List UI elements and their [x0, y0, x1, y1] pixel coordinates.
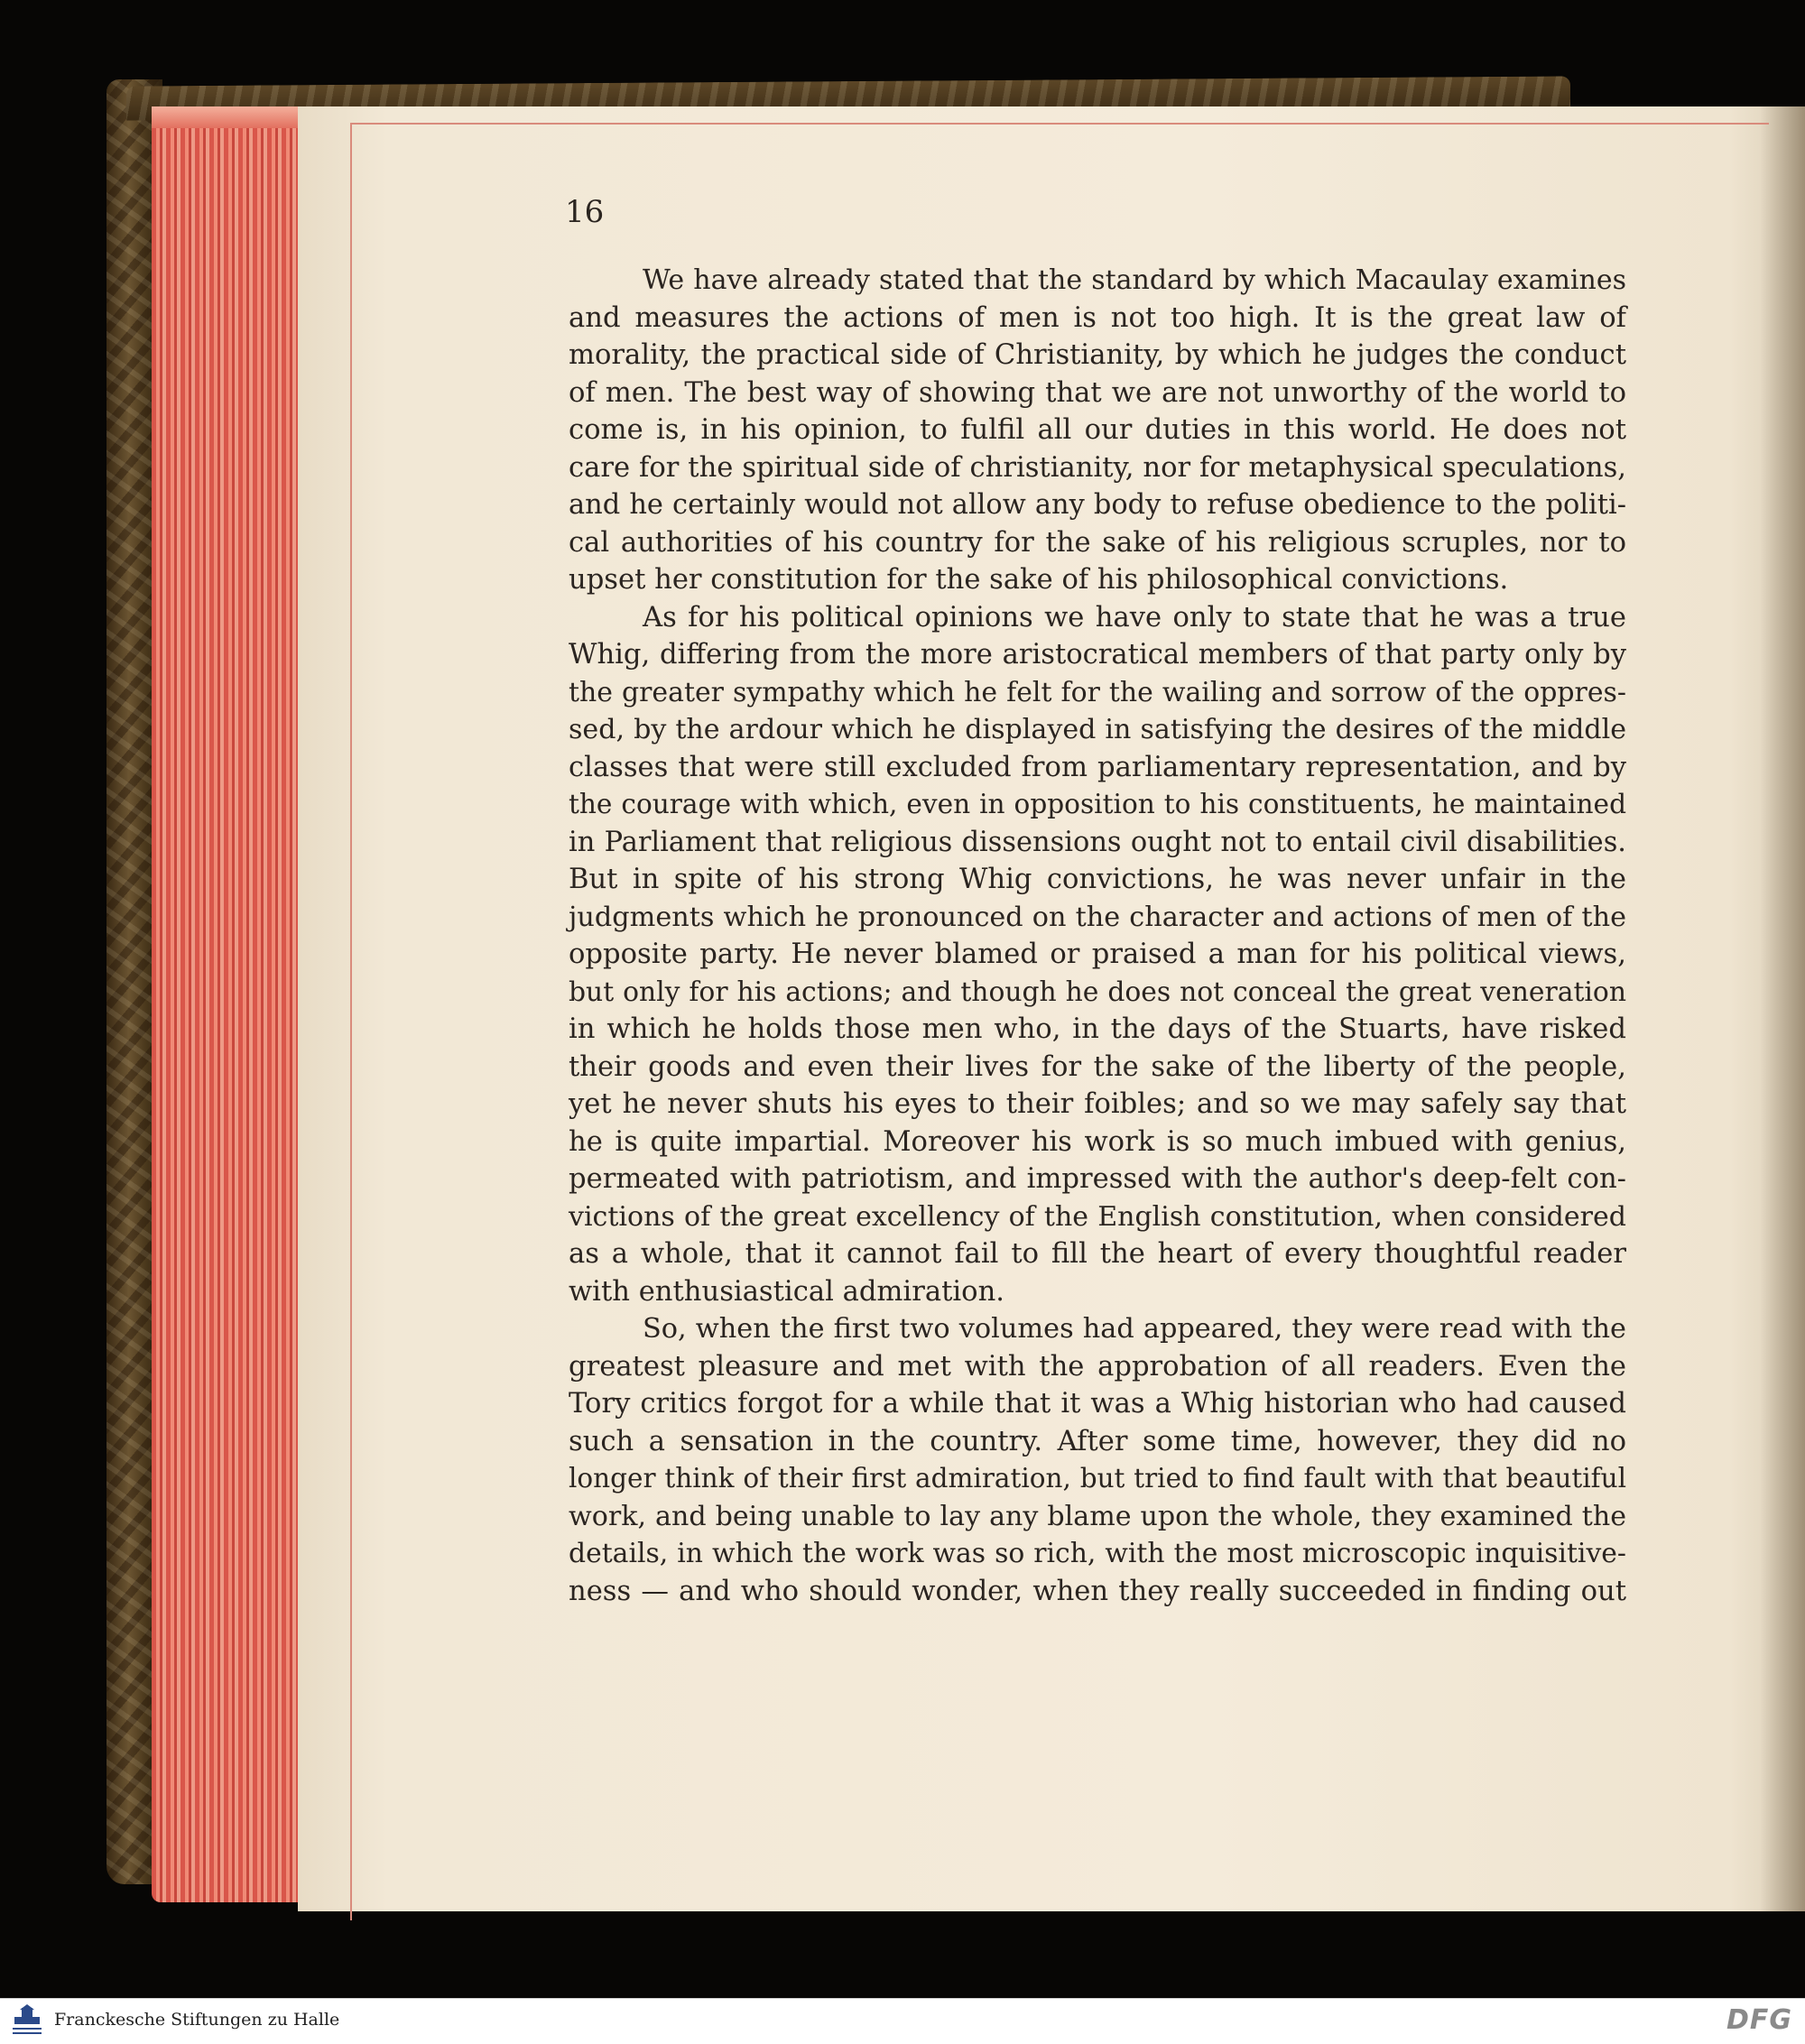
- page-number: 16: [565, 194, 605, 230]
- text-line: care for the spiritual side of christianity, nor for metaphysical speculations,: [569, 451, 1626, 484]
- text-line: opposite party. He never blamed or praised a man for his political views,: [569, 939, 1626, 970]
- text-line: details, in which the work was so rich, with the most microscopic inquisitive-: [569, 1538, 1626, 1569]
- text-line: the courage with which, even in opposition to his constituents, he maintained: [569, 789, 1626, 819]
- text-line: cal authorities of his country for the sake of his religious scruples, nor to: [569, 526, 1626, 559]
- text-line: victions of the great excellency of the English constitution, when considered: [569, 1200, 1626, 1233]
- footer-institution-label: Franckesche Stiftungen zu Halle: [54, 2010, 340, 2030]
- text-line: and measures the actions of men is not too high. It is the great law of: [569, 301, 1626, 334]
- text-line: work, and being unable to lay any blame upon the whole, they examined the: [569, 1500, 1626, 1532]
- text-line: with enthusiastical admiration.: [569, 1275, 1005, 1308]
- text-line: Whig, differing from the more aristocratical members of that party only by: [569, 639, 1626, 671]
- text-line: upset her constitution for the sake of his philosophical convictions.: [569, 564, 1509, 596]
- text-line: permeated with patriotism, and impressed with the author's deep-felt con-: [569, 1163, 1626, 1195]
- text-line: in Parliament that religious dissensions ought not to entail civil disabilities.: [569, 826, 1626, 858]
- text-line: sed, by the ardour which he displayed in satisfying the desires of the middle: [569, 714, 1626, 745]
- text-line: longer think of their first admiration, but tried to find fault with that beautiful: [569, 1463, 1626, 1494]
- red-page-edges: [152, 106, 305, 1902]
- text-line: come is, in his opinion, to fulfil all our duties in this world. He does not: [569, 414, 1626, 446]
- text-line: and he certainly would not allow any body to refuse obedience to the politi-: [569, 489, 1626, 521]
- text-line: As for his political opinions we have only to state that he was a true: [643, 601, 1626, 634]
- body-text: [569, 262, 1626, 1610]
- text-line: as a whole, that it cannot fail to fill the heart of every thoughtful reader: [569, 1238, 1626, 1270]
- page-gutter-shadow: [1760, 106, 1805, 1911]
- franckesche-stiftungen-logo-icon: [9, 2004, 45, 2039]
- text-line: But in spite of his strong Whig convictions, he was never unfair in the: [569, 864, 1626, 895]
- text-line: but only for his actions; and though he does not conceal the great veneration: [569, 976, 1626, 1008]
- viewer-footer: [0, 1998, 1805, 2044]
- text-line: ness — and who should wonder, when they really succeeded in finding out: [569, 1575, 1626, 1607]
- text-line: of men. The best way of showing that we are not unworthy of the world to: [569, 376, 1626, 409]
- text-line: Tory critics forgot for a while that it was a Whig historian who had caused: [569, 1388, 1626, 1420]
- text-line: classes that were still excluded from parliamentary representation, and by: [569, 751, 1626, 783]
- text-line: We have already stated that the standard by which Macaulay examines: [643, 264, 1626, 296]
- text-line: judgments which he pronounced on the character and actions of men of the: [569, 901, 1626, 933]
- text-line: the greater sympathy which he felt for the wailing and sorrow of the oppres-: [569, 676, 1626, 708]
- text-line: their goods and even their lives for the sake of the liberty of the people,: [569, 1050, 1626, 1083]
- dfg-logo: DFG: [1726, 2004, 1792, 2036]
- text-line: he is quite impartial. Moreover his work is so much imbued with genius,: [569, 1125, 1626, 1158]
- red-page-edges-top: [152, 106, 305, 128]
- text-line: such a sensation in the country. After some time, however, they did no: [569, 1425, 1626, 1457]
- text-line: greatest pleasure and met with the approbation of all readers. Even the: [569, 1350, 1626, 1383]
- text-line: So, when the first two volumes had appeared, they were read with the: [643, 1313, 1626, 1345]
- text-line: yet he never shuts his eyes to their foibles; and so we may safely say that: [569, 1088, 1626, 1120]
- text-line: morality, the practical side of Christianity, by which he judges the conduct: [569, 339, 1626, 371]
- text-line: in which he holds those men who, in the days of the Stuarts, have risked: [569, 1013, 1626, 1045]
